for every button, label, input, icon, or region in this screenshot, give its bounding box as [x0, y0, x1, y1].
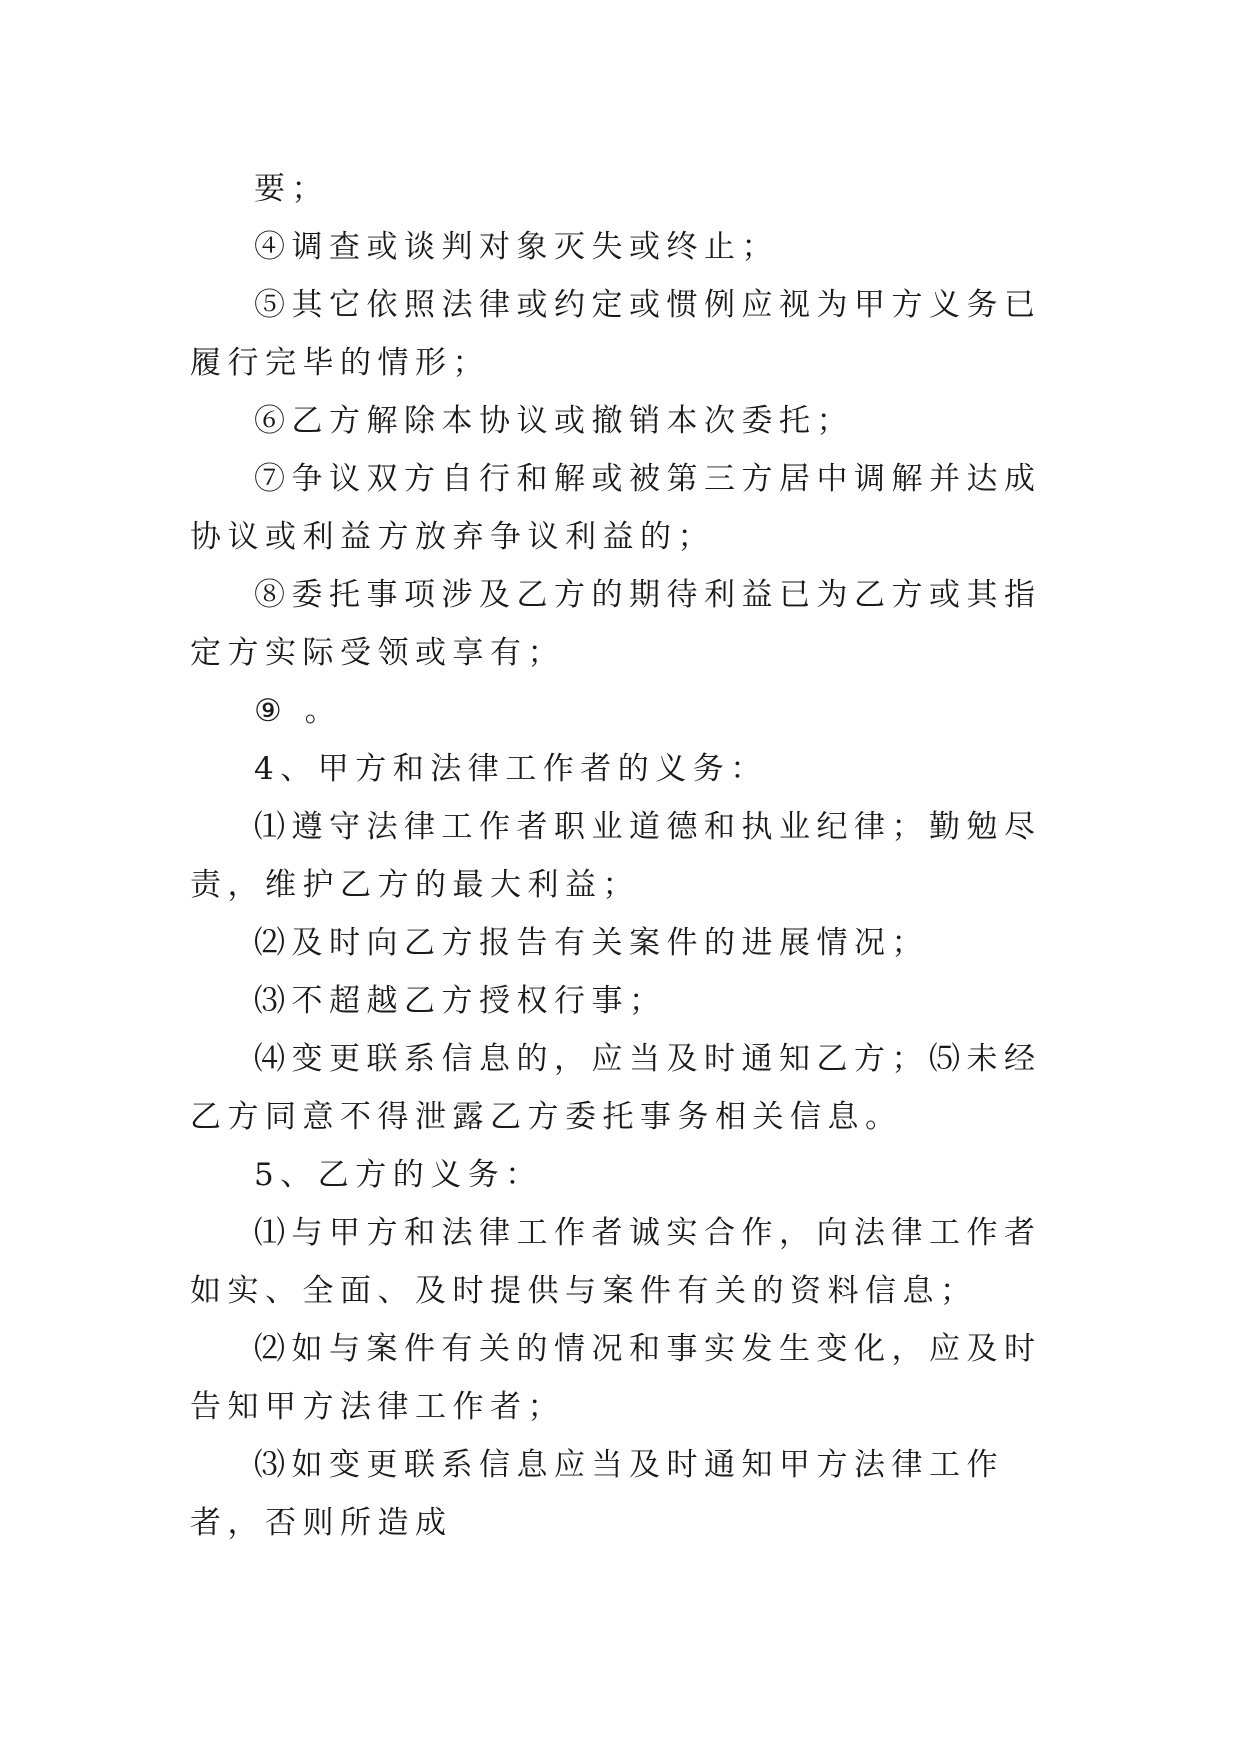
obligation-item-1: ⑴遵守法律工作者职业道德和执业纪律；勤勉尽责，维护乙方的最大利益； — [190, 809, 1042, 903]
party-b-item-3: ⑶如变更联系信息应当及时通知甲方法律工作者，否则所造成 — [190, 1447, 1004, 1541]
document-body — [190, 160, 1060, 1552]
section-heading-4: 4、甲方和法律工作者的义务： — [254, 751, 768, 787]
section-heading-5: 5、乙方的义务： — [254, 1157, 543, 1193]
obligation-item-3: ⑶不超越乙方授权行事； — [254, 983, 667, 1019]
paragraph-item-7: ⑦争议双方自行和解或被第三方居中调解并达成协议或利益方放弃争议利益的； — [190, 461, 1042, 555]
paragraph-item-9: ⑨ 。 — [254, 693, 343, 729]
paragraph-item-8: ⑧委托事项涉及乙方的期待利益已为乙方或其指定方实际受领或享有； — [190, 577, 1042, 671]
obligation-item-2: ⑵及时向乙方报告有关案件的进展情况； — [254, 925, 929, 961]
paragraph-continuation: 要； — [254, 171, 329, 207]
paragraph-item-6: ⑥乙方解除本协议或撤销本次委托； — [254, 403, 854, 439]
paragraph-item-5: ⑤其它依照法律或约定或惯例应视为甲方义务已履行完毕的情形； — [190, 287, 1042, 381]
paragraph-item-4: ④调查或谈判对象灭失或终止； — [254, 229, 779, 265]
obligation-item-4-5: ⑷变更联系信息的，应当及时通知乙方；⑸未经乙方同意不得泄露乙方委托事务相关信息。 — [190, 1041, 1042, 1135]
party-b-item-1: ⑴与甲方和法律工作者诚实合作，向法律工作者如实、全面、及时提供与案件有关的资料信息； — [190, 1215, 1042, 1309]
party-b-item-2: ⑵如与案件有关的情况和事实发生变化，应及时告知甲方法律工作者； — [190, 1331, 1042, 1425]
